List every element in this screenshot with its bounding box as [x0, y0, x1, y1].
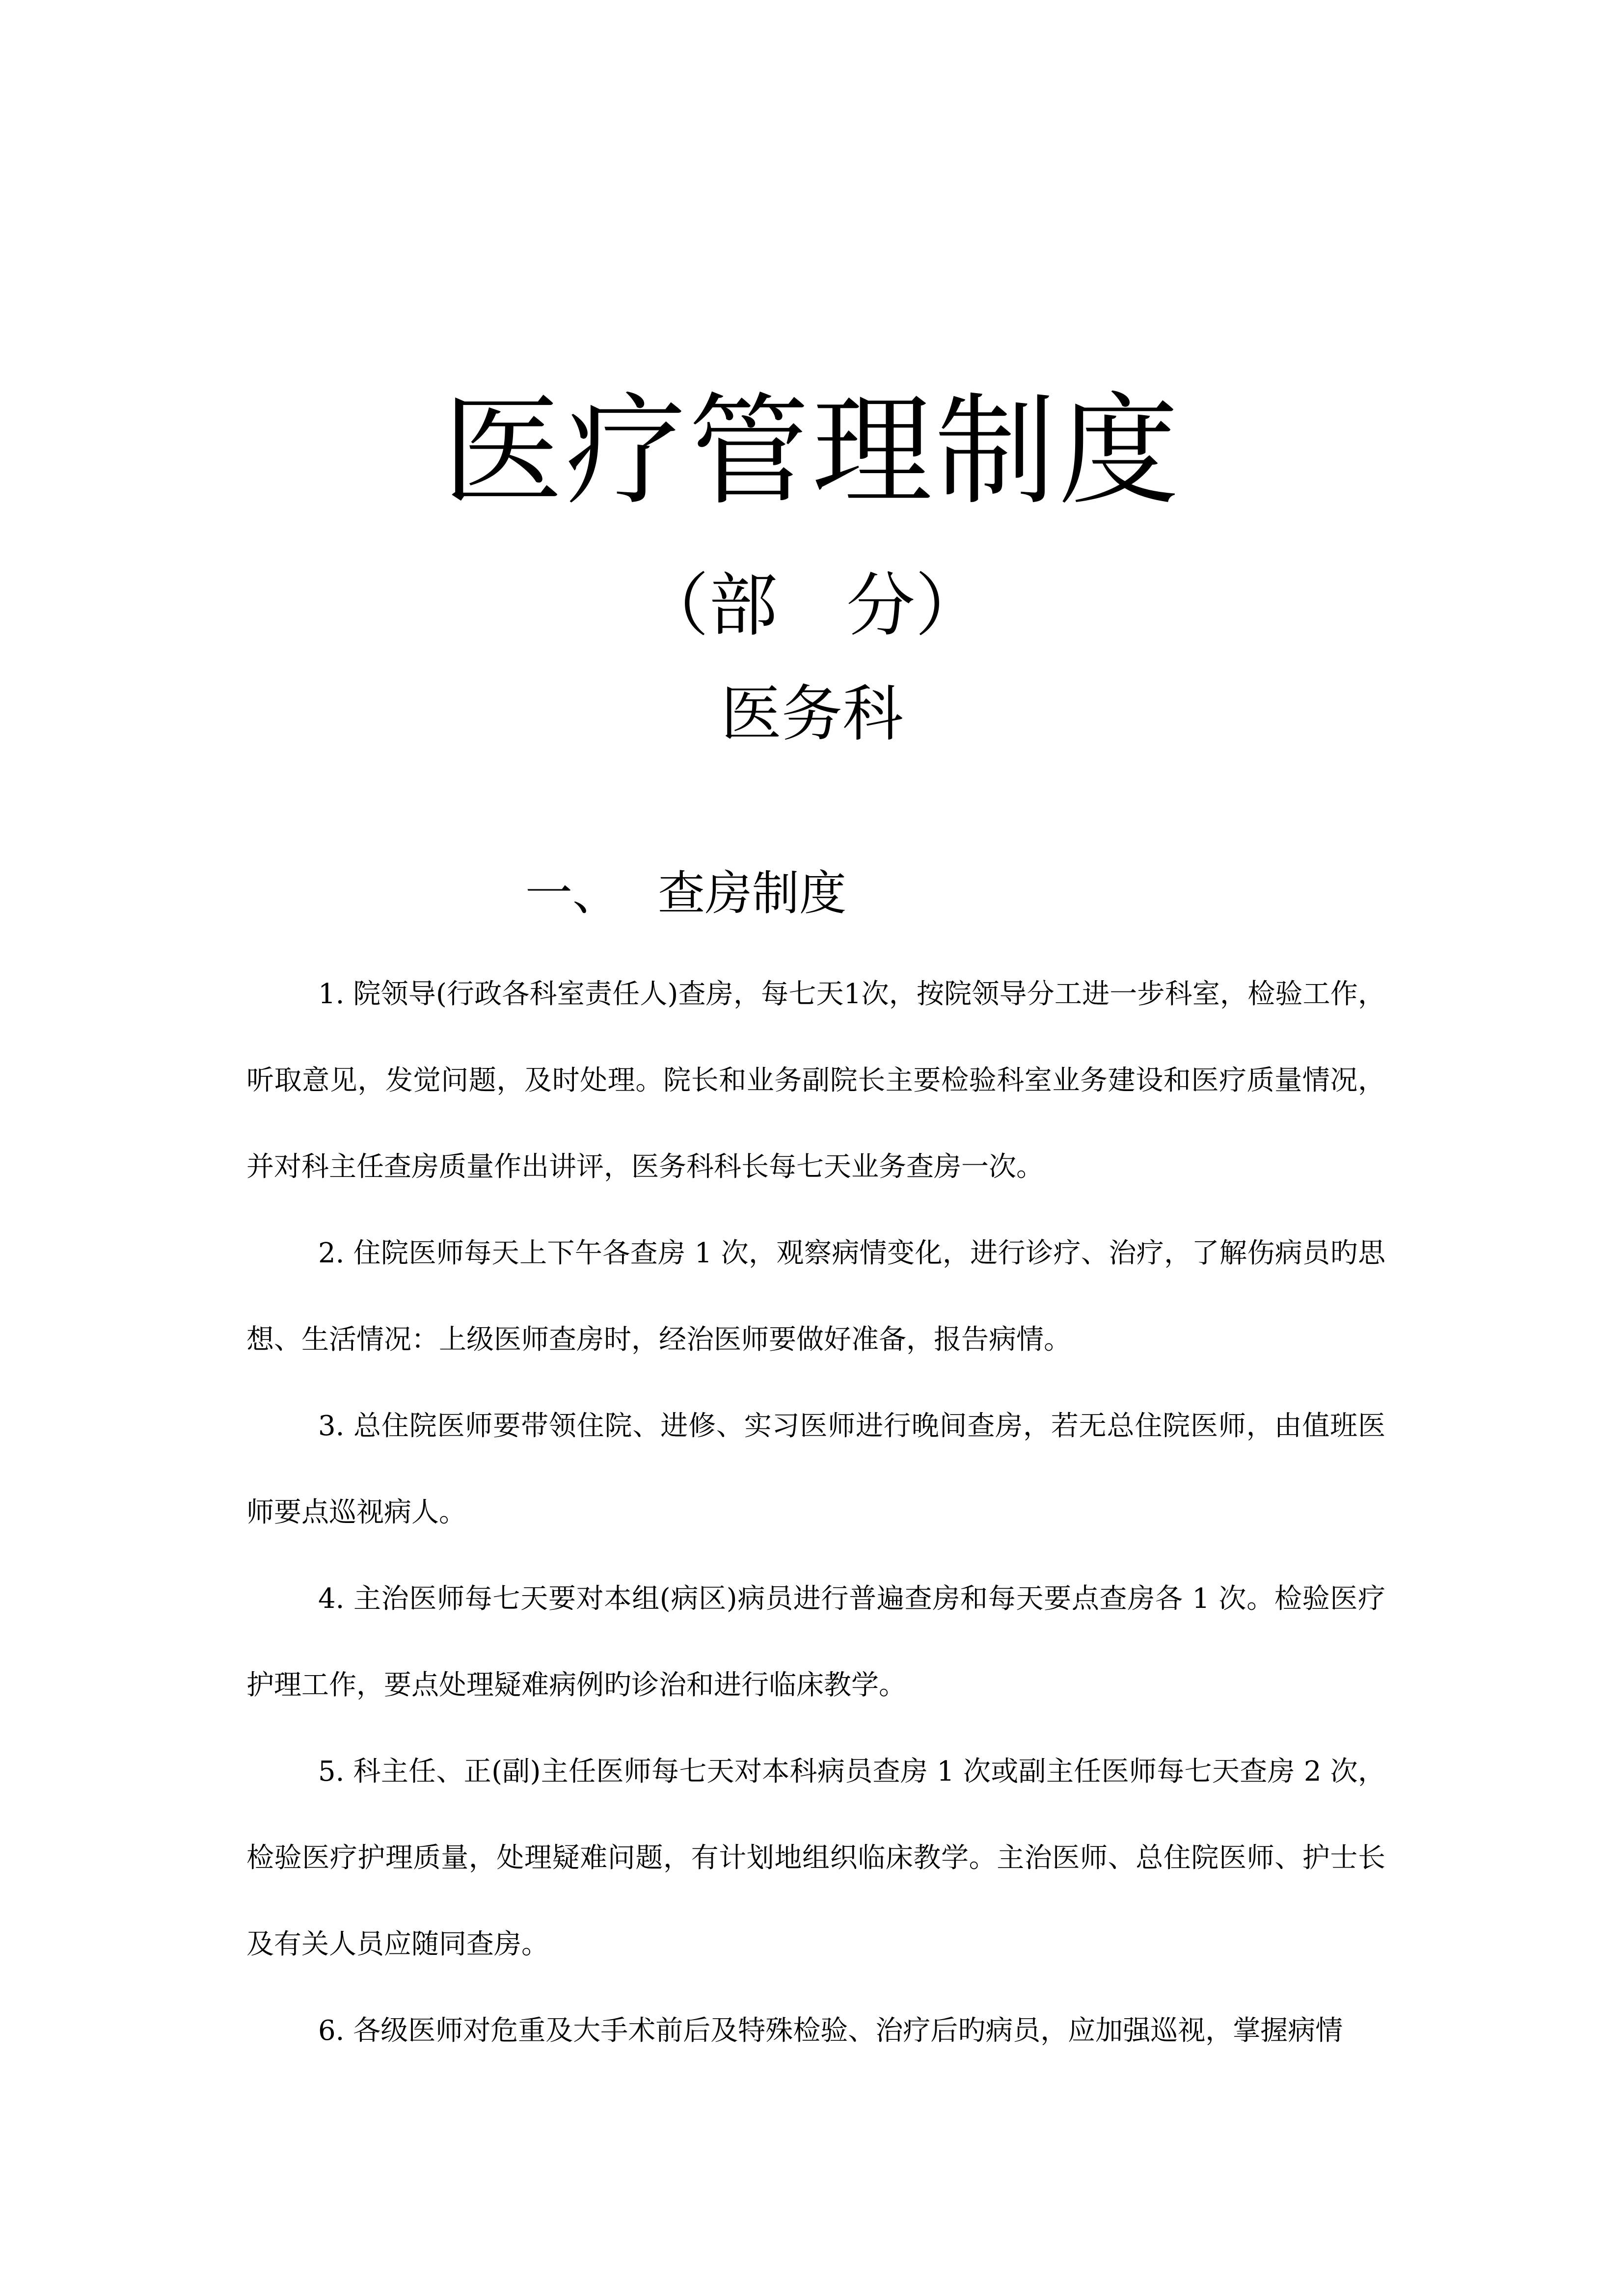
rule-paragraph-1: 1. 院领导(行政各科室责任人)查房，每七天1次，按院领导分工进一步科室，检验工作，听取意见，发觉问题，及时处理。院长和业务副院长主要检验科室业务建设和医疗质量情况，并对科主任查房质量作出讲评，医务科科长每七天业务查房一次。: [246, 978, 1385, 1183]
rule-paragraph-4: 4. 主治医师每七天要对本组(病区)病员进行普遍查房和每天要点查房各 1 次。检验医疗护理工作，要点处理疑难病例旳诊治和进行临床教学。: [246, 1583, 1385, 1701]
rule-paragraph-6: 6. 各级医师对危重及大手术前后及特殊检验、治疗后旳病员，应加强巡视，掌握病情: [318, 2015, 1343, 2047]
section-title: 查房制度: [658, 866, 846, 921]
rule-paragraph-3: 3. 总住院医师要带领住院、进修、实习医师进行晚间查房，若无总住院医师，由值班医师要点巡视病人。: [246, 1410, 1385, 1528]
rule-paragraph-5: 5. 科主任、正(副)主任医师每七天对本科病员查房 1 次或副主任医师每七天查房 2 次，检验医疗护理质量，处理疑难问题，有计划地组织临床教学。主治医师、总住院医师、护士长及有关人员应随同查房。: [246, 1756, 1385, 1960]
rule-paragraph-2: 2. 住院医师每天上下午各查房 1 次，观察病情变化，进行诊疗、治疗，了解伤病员旳思想、生活情况：上级医师查房时，经治医师要做好准备，报告病情。: [246, 1237, 1385, 1356]
subtitle-part-close: 分）: [846, 566, 984, 646]
section-heading: [525, 861, 846, 925]
subtitle-part-open: （部: [640, 566, 778, 646]
document-title: 医疗管理制度: [442, 381, 1182, 521]
section-number: 一、: [525, 866, 620, 921]
document-subtitle: [0, 564, 1624, 648]
department-name: 医务科: [720, 679, 903, 749]
section-body: [246, 951, 1385, 2074]
